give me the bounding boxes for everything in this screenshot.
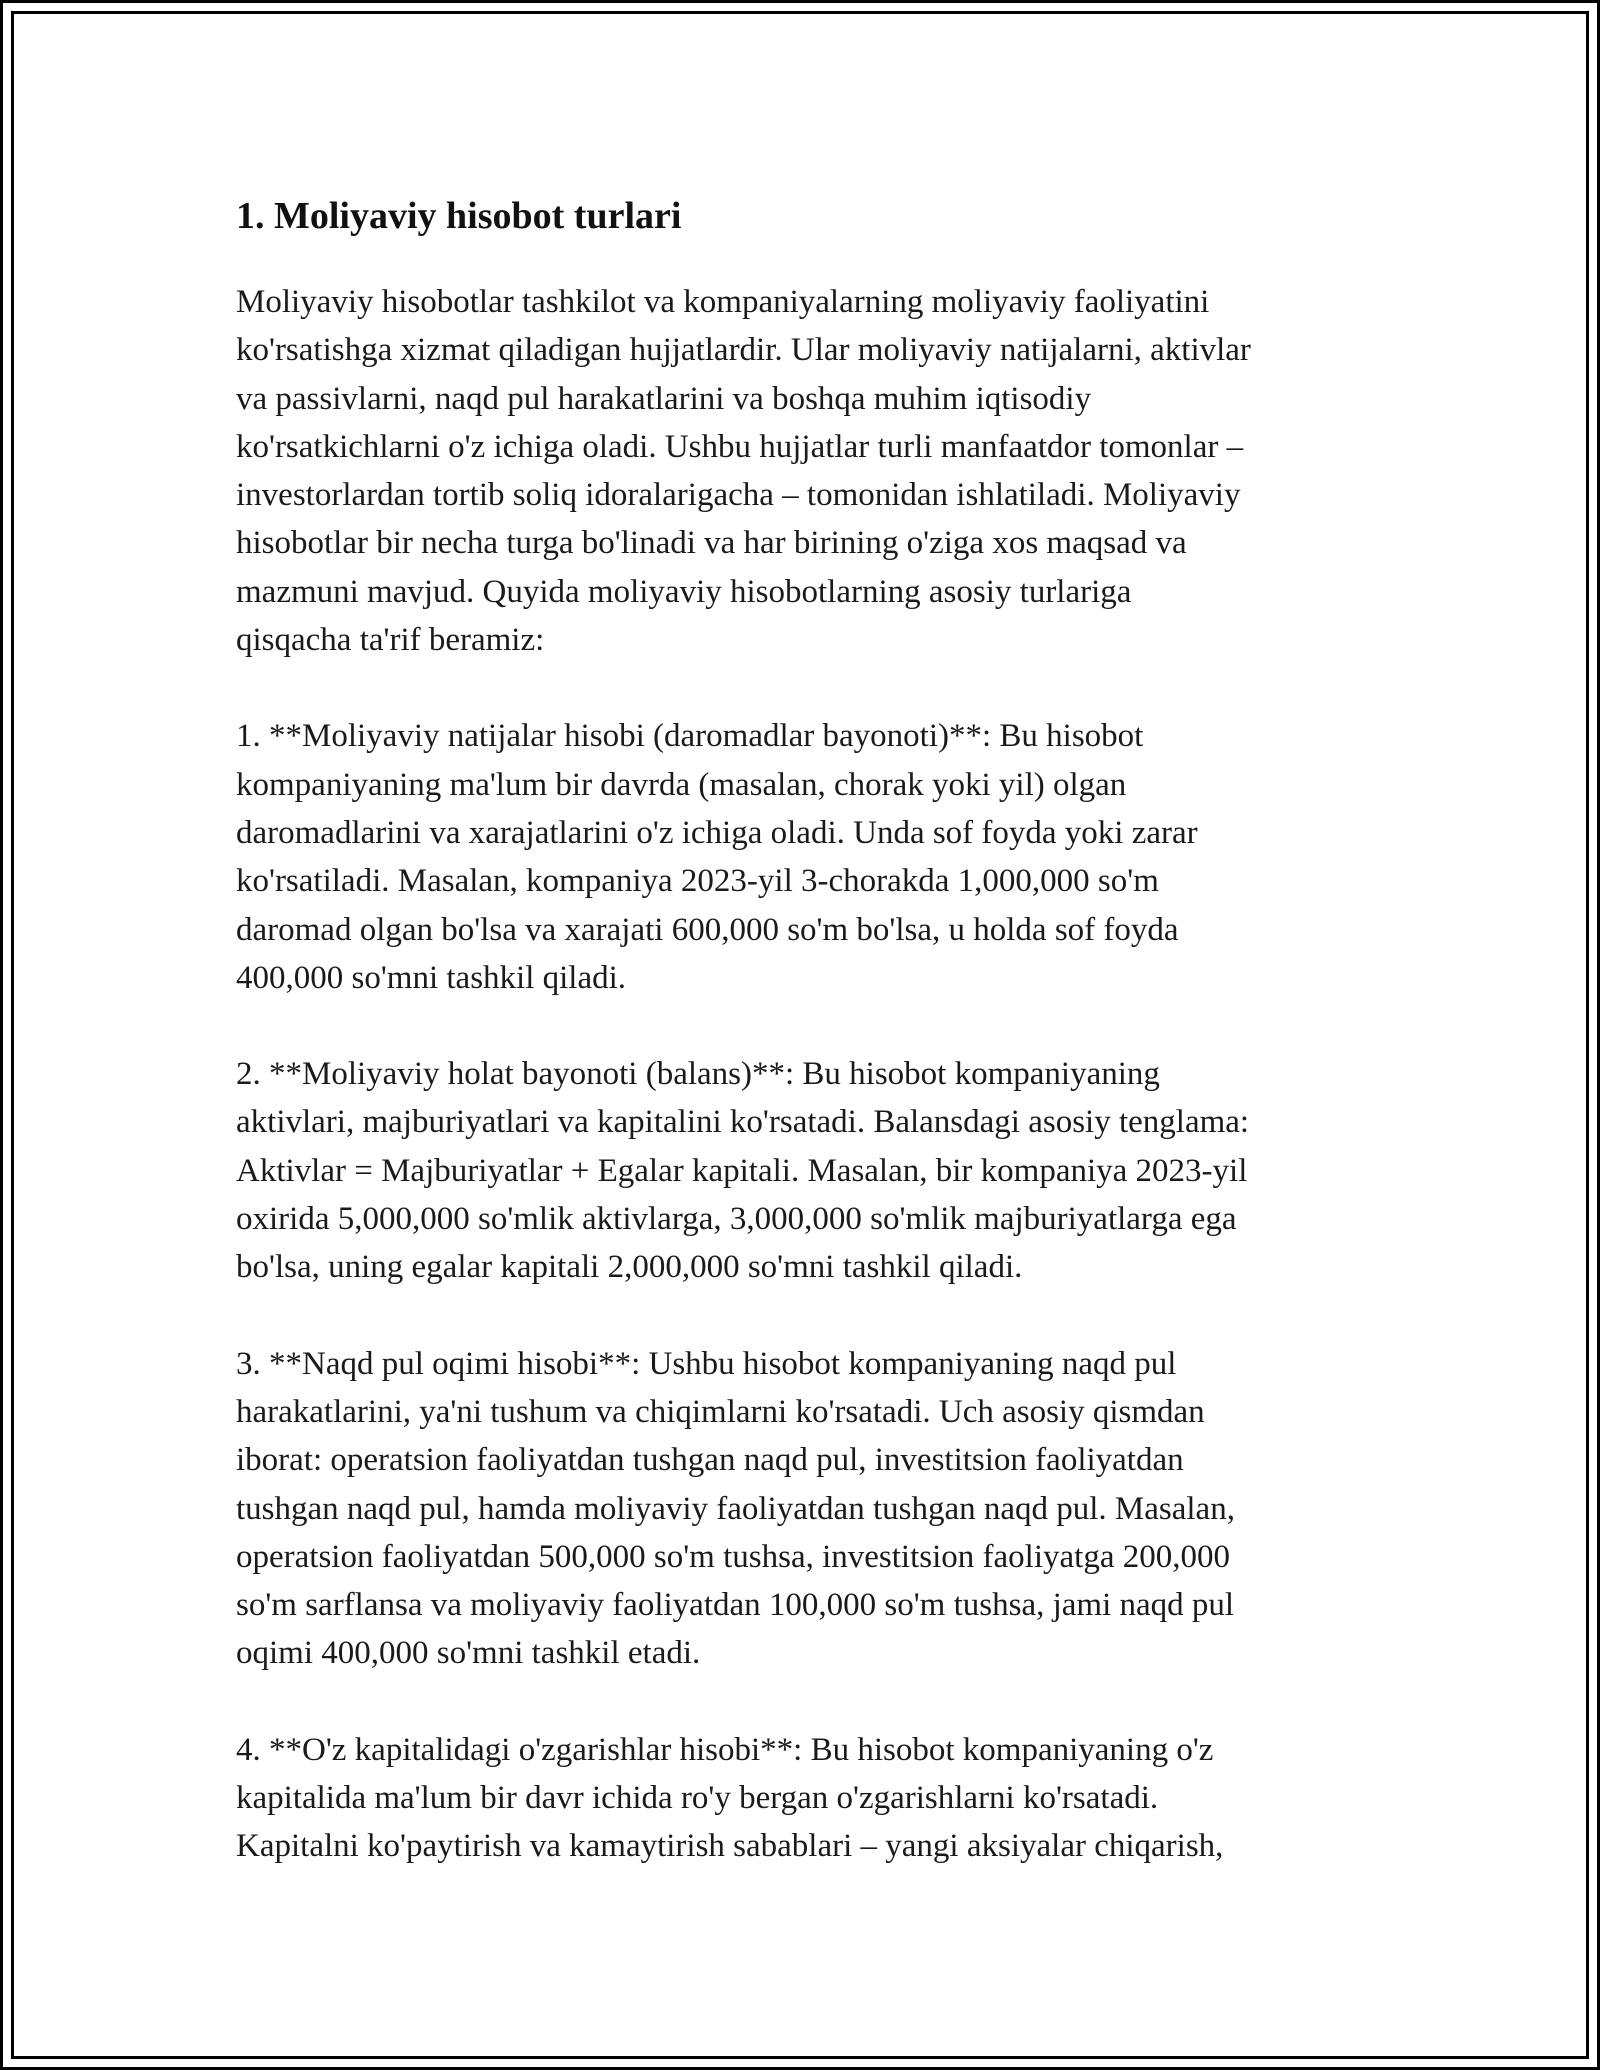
text-line: hisobotlar bir necha turga bo'linadi va har birining o'ziga xos maqsad va: [236, 525, 1187, 562]
text-line: 1. **Moliyaviy natijalar hisobi (daromadlar bayonoti)**: Bu hisobot: [236, 718, 1144, 755]
text-line: qisqacha ta'rif beramiz:: [236, 622, 545, 659]
text-line: aktivlari, majburiyatlari va kapitalini ko'rsatadi. Balansdagi asosiy tenglama:: [236, 1104, 1250, 1141]
text-line: investorlardan tortib soliq idoralarigacha – tomonidan ishlatiladi. Moliyaviy: [236, 477, 1241, 514]
intro-paragraph: [236, 278, 1372, 664]
text-line: 3. **Naqd pul oqimi hisobi**: Ushbu hisobot kompaniyaning naqd pul: [236, 1345, 1177, 1382]
text-line: kompaniyaning ma'lum bir davrda (masalan, chorak yoki yil) olgan: [236, 766, 1127, 803]
text-line: operatsion faoliyatdan 500,000 so'm tushsa, investitsion faoliyatga 200,000: [236, 1538, 1230, 1575]
list-item-equity-changes: [236, 1726, 1372, 1871]
text-line: ko'rsatkichlarni o'z ichiga oladi. Ushbu hujjatlar turli manfaatdor tomonlar –: [236, 428, 1244, 465]
text-line: va passivlarni, naqd pul harakatlarini va boshqa muhim iqtisodiy: [236, 380, 1092, 417]
text-line: 400,000 so'mni tashkil qiladi.: [236, 959, 627, 996]
text-line: iborat: operatsion faoliyatdan tushgan naqd pul, investitsion faoliyatdan: [236, 1442, 1184, 1479]
document-body: [236, 188, 1372, 1919]
text-line: oxirida 5,000,000 so'mlik aktivlarga, 3,000,000 so'mlik majburiyatlarga ega: [236, 1201, 1237, 1238]
text-line: daromadlarini va xarajatlarini o'z ichiga oladi. Unda sof foyda yoki zarar: [236, 814, 1198, 851]
text-line: bo'lsa, uning egalar kapitali 2,000,000 so'mni tashkil qiladi.: [236, 1249, 1023, 1286]
text-line: mazmuni mavjud. Quyida moliyaviy hisobotlarning asosiy turlariga: [236, 573, 1132, 610]
text-line: ko'rsatiladi. Masalan, kompaniya 2023-yil 3-chorakda 1,000,000 so'm: [236, 863, 1159, 900]
list-item-income-statement: [236, 712, 1372, 1002]
text-line: Aktivlar = Majburiyatlar + Egalar kapitali. Masalan, bir kompaniya 2023-yil: [236, 1152, 1248, 1189]
text-line: Moliyaviy hisobotlar tashkilot va kompaniyalarning moliyaviy faoliyatini: [236, 284, 1210, 320]
text-line: 4. **O'z kapitalidagi o'zgarishlar hisobi**: Bu hisobot kompaniyaning o'z: [236, 1731, 1214, 1768]
text-line: daromad olgan bo'lsa va xarajati 600,000 so'm bo'lsa, u holda sof foyda: [236, 911, 1179, 948]
text-line: harakatlarini, ya'ni tushum va chiqimlarni ko'rsatadi. Uch asosiy qismdan: [236, 1393, 1205, 1430]
text-line: so'm sarflansa va moliyaviy faoliyatdan 100,000 so'm tushsa, jami naqd pul: [236, 1587, 1235, 1624]
text-line: oqimi 400,000 so'mni tashkil etadi.: [236, 1635, 701, 1672]
text-line: Kapitalni ko'paytirish va kamaytirish sabablari – yangi aksiyalar chiqarish,: [236, 1828, 1224, 1865]
text-line: kapitalida ma'lum bir davr ichida ro'y bergan o'zgarishlarni ko'rsatadi.: [236, 1780, 1159, 1817]
document-title: 1. Moliyaviy hisobot turlari: [236, 195, 682, 237]
text-line: tushgan naqd pul, hamda moliyaviy faoliyatdan tushgan naqd pul. Masalan,: [236, 1490, 1235, 1527]
list-item-balance-sheet: [236, 1050, 1372, 1291]
list-item-cash-flow: [236, 1340, 1372, 1678]
text-line: 2. **Moliyaviy holat bayonoti (balans)**: Bu hisobot kompaniyaning: [236, 1056, 1160, 1093]
text-line: ko'rsatishga xizmat qiladigan hujjatlardir. Ular moliyaviy natijalarni, aktivlar: [236, 332, 1251, 369]
